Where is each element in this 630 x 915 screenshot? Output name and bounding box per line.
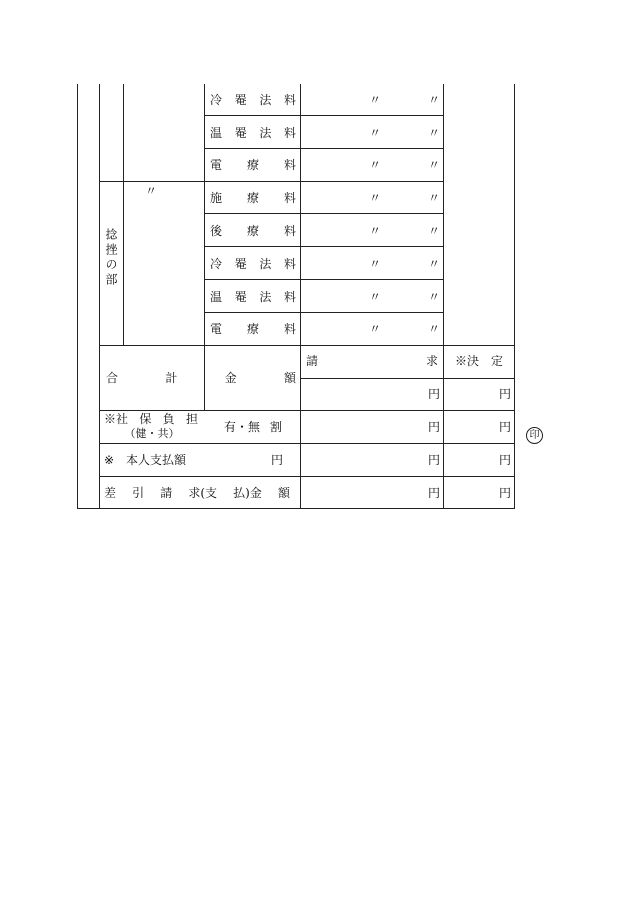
ditto-mark: 〃 — [369, 322, 382, 336]
rule-decision-right — [514, 84, 515, 509]
item-label-aftercare: 後 療 料 — [210, 224, 296, 238]
rule-category-left — [99, 84, 100, 509]
yen-unit: 円 — [428, 486, 441, 500]
yen-unit: 円 — [499, 486, 512, 500]
item-label-cold-compress: 冷 罨 法 料 — [210, 257, 296, 271]
ditto-mark: 〃 — [369, 126, 382, 140]
ditto-mark: 〃 — [428, 191, 441, 205]
item-label-electrotherapy: 電 療 料 — [210, 158, 296, 172]
rule-subcategory — [123, 84, 124, 346]
insurance-share-label: ※社 保 負 担 — [104, 412, 198, 426]
yen-unit: 円 — [271, 453, 284, 467]
rule-row — [204, 213, 444, 214]
ditto-mark: 〃 — [428, 290, 441, 304]
ditto-mark: 〃 — [369, 93, 382, 107]
rule-row — [99, 476, 515, 477]
rule-outer-left — [77, 84, 78, 509]
claim-column-header: 請 求 — [306, 354, 438, 368]
patient-payment-label: 本人支払額 — [126, 453, 187, 467]
item-label-treatment: 施 療 料 — [210, 191, 296, 205]
yen-unit: 円 — [428, 387, 441, 401]
ditto-mark: 〃 — [428, 322, 441, 336]
yen-unit: 円 — [499, 453, 512, 467]
yen-unit: 円 — [499, 420, 512, 434]
insurance-type-label: （健・共） — [124, 427, 180, 440]
rule-row — [204, 115, 444, 116]
ditto-mark-subcategory: 〃 — [145, 184, 158, 198]
rule-total-top — [99, 345, 515, 346]
rule-row — [204, 279, 444, 280]
item-label-cold-compress: 冷 罨 法 料 — [210, 93, 296, 107]
section-label-sprain: 捻挫の部 — [104, 228, 118, 288]
net-claim-amount-label: 差 引 請 求(支 払)金 額 — [104, 486, 290, 500]
rule-row — [99, 443, 515, 444]
ditto-mark: 〃 — [428, 224, 441, 238]
ditto-mark: 〃 — [428, 93, 441, 107]
rule-item-left — [204, 84, 205, 411]
ditto-mark: 〃 — [369, 158, 382, 172]
rule-bottom — [77, 508, 515, 509]
ditto-mark: 〃 — [428, 126, 441, 140]
rule-total-mid — [300, 378, 515, 379]
seal-mark: 印 — [526, 427, 543, 444]
rule-row — [204, 246, 444, 247]
total-amount-label: 合 計 金 額 — [106, 371, 296, 385]
item-label-warm-compress: 温 罨 法 料 — [210, 290, 296, 304]
ditto-mark: 〃 — [369, 290, 382, 304]
item-label-electrotherapy: 電 療 料 — [210, 322, 296, 336]
rule-row — [204, 148, 444, 149]
insurance-choice: 有・無 割 — [224, 420, 282, 434]
ditto-mark: 〃 — [428, 158, 441, 172]
patient-payment-mark: ※ — [104, 453, 115, 467]
yen-unit: 円 — [428, 453, 441, 467]
rule-row — [204, 312, 444, 313]
ditto-mark: 〃 — [369, 257, 382, 271]
rule-row — [99, 410, 515, 411]
yen-unit: 円 — [499, 387, 512, 401]
rule-section-break — [99, 181, 444, 182]
ditto-mark: 〃 — [428, 257, 441, 271]
item-label-warm-compress: 温 罨 法 料 — [210, 126, 296, 140]
ditto-mark: 〃 — [369, 191, 382, 205]
yen-unit: 円 — [428, 420, 441, 434]
decision-column-header: ※決 定 — [455, 354, 503, 368]
ditto-mark: 〃 — [369, 224, 382, 238]
